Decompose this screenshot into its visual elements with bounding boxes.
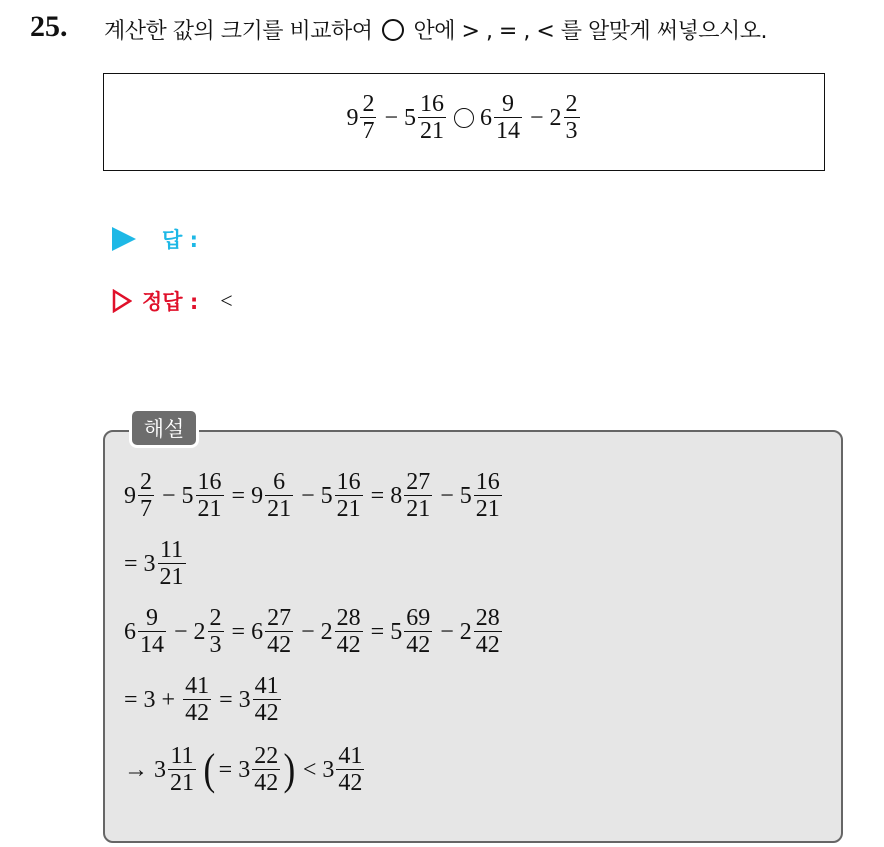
correct-value: < xyxy=(220,288,233,313)
solution-line-5: → 3 $\frac{11}{21}$ ( = 3 $\frac{22}{42}$ ) < 3 $\frac{41}{42}$ xyxy=(124,743,363,797)
fraction: $\frac{16}{21}$ xyxy=(420,91,444,145)
question-text-before: 계산한 값의 크기를 비교하여 xyxy=(104,19,373,44)
answer-label: 답 : xyxy=(162,228,198,252)
solution-line-4: = 3 + $\frac{41}{42}$ = 3 $\frac{41}{42}$ xyxy=(124,673,279,727)
answer-row[interactable] xyxy=(112,224,198,254)
question-text-after: 안에 > , = , < 를 알맞게 써넣으시오. xyxy=(413,19,768,44)
outline-triangle-icon xyxy=(112,289,132,313)
solution-line-1: 9 $\frac{2}{7}$ − 5 $\frac{16}{21}$ = 9 $\frac{6}{21}$ − 5 $\frac{16}{21}$ = 8 $\frac{27}{21}$ − 5 $\frac{16}{21}$ xyxy=(124,469,500,523)
correct-answer-row xyxy=(112,286,233,316)
question-number: 25. xyxy=(30,10,68,43)
compare-circle-icon xyxy=(454,108,474,128)
whole: 2 xyxy=(549,104,562,131)
solution-line-3: 6 $\frac{9}{14}$ − 2 $\frac{2}{3}$ = 6 $\frac{27}{42}$ − 2 $\frac{28}{42}$ = 5 $\frac{69}{42}$ − 2 $\frac{28}{42}$ xyxy=(124,605,500,659)
fraction: $\frac{9}{14}$ xyxy=(496,91,520,145)
minus-sign: − xyxy=(384,104,398,131)
whole: 9 xyxy=(346,104,359,131)
problem-box xyxy=(103,73,825,171)
correct-label: 정답 : xyxy=(142,290,199,314)
solution-tab: 해설 xyxy=(129,408,199,448)
minus-sign: − xyxy=(530,104,544,131)
solution-line-2: = 3 $\frac{11}{21}$ xyxy=(124,537,184,591)
whole: 6 xyxy=(480,104,492,131)
circle-blank-icon xyxy=(382,19,404,41)
play-triangle-icon xyxy=(112,227,136,251)
problem-expression xyxy=(104,92,824,145)
fraction: $\frac{2}{3}$ xyxy=(565,91,578,145)
fraction: $\frac{2}{7}$ xyxy=(362,91,375,145)
arrow-icon: → xyxy=(124,756,148,783)
whole: 5 xyxy=(404,104,416,131)
question-text xyxy=(104,14,767,45)
